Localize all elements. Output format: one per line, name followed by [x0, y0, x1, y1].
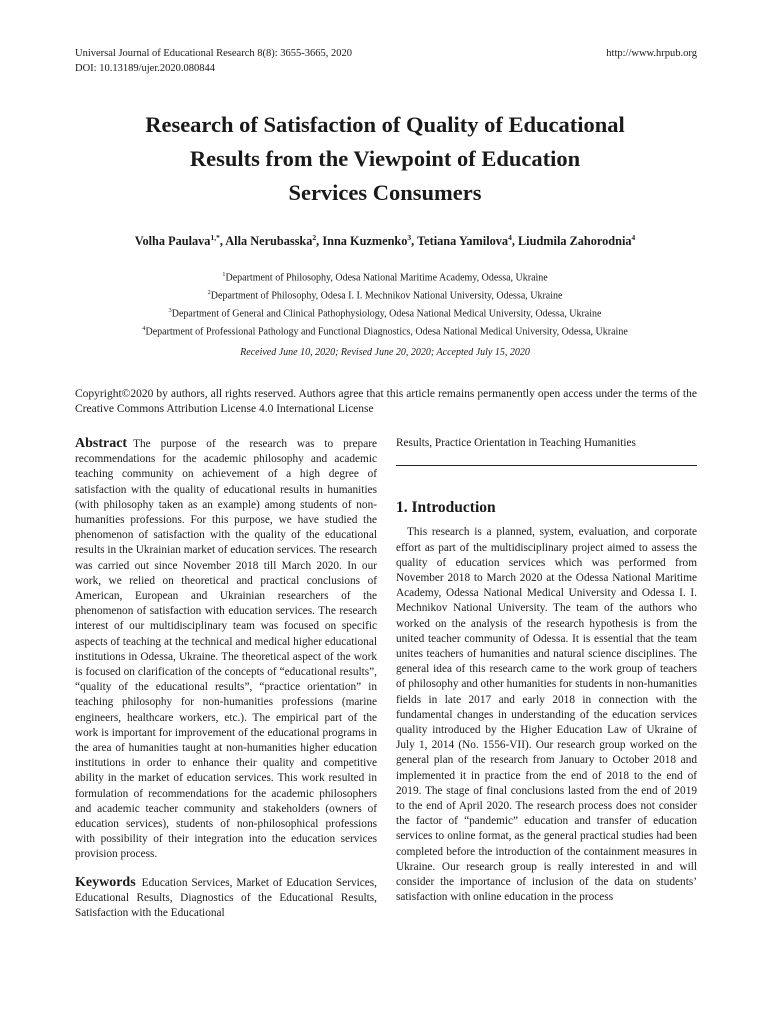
abstract: [75, 436, 377, 863]
doi[interactable]: DOI: 10.13189/ujer.2020.080844: [75, 63, 215, 74]
section-divider: [396, 465, 697, 466]
abstract-label: Abstract: [75, 436, 128, 451]
affiliation-mark: 4: [142, 324, 146, 332]
author-list: Volha Paulava$^{1,*}$, Alla Nerubasska$^2$, Inna Kuzmenko$^3$, Tetiana Yamilova$^4$, Liudmila Zahorodnia$^4$: [134, 233, 636, 249]
right-column: [396, 436, 697, 905]
author-affiliation-mark: 2: [312, 233, 317, 242]
paper-title: [60, 108, 710, 210]
publisher-url[interactable]: http://www.hrpub.org: [606, 48, 697, 59]
affiliation: [40, 322, 730, 340]
copyright-notice: Copyright©2020 by authors, all rights reserved. Authors agree that this article remains permanently open access under the terms of the Creative Commons Attribution License 4.0 International License: [75, 388, 697, 415]
keywords-text: Education Services, Market of Education Services, Educational Results, Diagnostics of the Educational Results, Satisfaction with the Educational: [75, 876, 377, 920]
title-line: Services Consumers: [288, 180, 482, 205]
author-name: Tetiana Yamilova: [417, 234, 509, 249]
title-line: Results from the Viewpoint of Education: [189, 146, 581, 171]
affiliation: [40, 304, 730, 322]
author-name: Volha Paulava: [134, 234, 211, 249]
affiliation: [40, 268, 730, 286]
author-name: Inna Kuzmenko: [322, 234, 408, 249]
introduction-text: This research is a planned, system, evaluation, and corporate effort as part of the multidisciplinary project aimed to assess the quality of education services which was performed from November 2018 to March 2020 at the Odessa National Maritime Academy, Odessa National Medical University and Odessa I. I. Mechnikov National University. The team of the authors who worked on the analysis of the research hypothesis is from the united teacher community of Odessa. It is essential that the team unites teachers of humanities and natural science disciplines. The general idea of this research came to the work group of teachers of philosophy and other humanities for students in non-humanities fields in late 2017 and early 2018 in connection with the fundamental changes in understanding of the education services quality introduced by the Higher Education Law of Ukraine of July 1, 2014 (No. 1556-VII). Our research group worked on the general plan of the research from January to October 2018 and implemented it in practice from the end of 2018 to the end of 2019. The stage of final conclusions lasted from the end of 2019 to the end of April 2020. The research process does not consider the factor of “pandemic” education and transfer of education services to online format, as the general practical studies had been completed before the introduction of the containment measures in Ukraine. Our research group is really interested in and will consider the importance of inclusion of the data on students’ satisfaction with online education in the process: [396, 526, 697, 904]
affiliation-text: Department of Philosophy, Odesa National Maritime Academy, Odessa, Ukraine: [225, 272, 548, 284]
keywords-continuation: Results, Practice Orientation in Teaching Humanities: [396, 437, 636, 449]
keywords-label: Keywords: [75, 874, 136, 890]
author-affiliation-mark: 4: [631, 233, 636, 242]
affiliation-text: Department of General and Clinical Pathophysiology, Odesa National Medical University, Odessa, Ukraine: [171, 308, 602, 320]
affiliation-text: Department of Professional Pathology and Functional Diagnostics, Odesa National Medical University, Odessa, Ukraine: [145, 326, 628, 338]
author-name: Alla Nerubasska: [225, 234, 313, 249]
affiliation-mark: 3: [168, 306, 172, 314]
author-name: Liudmila Zahorodnia: [517, 234, 632, 249]
submission-dates: Received June 10, 2020; Revised June 20, 2020; Accepted July 15, 2020: [240, 347, 530, 358]
keywords: [75, 875, 377, 922]
running-header: [75, 46, 697, 76]
affiliation-list: [40, 268, 730, 340]
affiliation-mark: 2: [207, 288, 211, 296]
affiliation-mark: 1: [222, 271, 226, 278]
title-line: Research of Satisfaction of Quality of Educational: [145, 112, 625, 137]
affiliation-text: Department of Philosophy, Odesa I. I. Mechnikov National University, Odessa, Ukraine: [210, 290, 563, 302]
author-affiliation-mark: 4: [508, 233, 512, 242]
affiliation: [40, 286, 730, 304]
left-column: [75, 436, 377, 921]
author-affiliation-mark: 1,*: [210, 233, 220, 242]
author-affiliation-mark: 3: [407, 233, 412, 242]
abstract-text: The purpose of the research was to prepare recommendations for the academic philosophy and academic teaching community on achievement of a high degree of satisfaction with the quality of educational results in humanities (with philosophy taken as an example) among students of non-humanities professions. For this purpose, we have studied the phenomenon of satisfaction with the quality of the educational results in the Ukrainian market of education services. The research was carried out since November 2018 till March 2020. In our work, we relied on theoretical and practical conclusions of American, European and Ukrainian researchers of the phenomenon of satisfaction with education services. The research interest of our multidisciplinary team was focused on specific aspects of teaching at the technical and medical higher educational institutions in Odessa, Ukraine. The theoretical aspect of the work is focused on clarification of the concepts of “educational results”, “quality of the educational results”, “practice orientation” in teaching philosophy for non-humanities professions (marine engineers, healthcare workers, etc.). The empirical part of the work is important for improvement of the educational programs in the area of humanities taught at non-humanities higher education institutions in order to enhance their quality and competitive ability in the market of education services. This work resulted in formulation of recommendations for the academic philosophers and academic teacher community and stakeholders (owners of education services), students of non-philosophical professions with possibility of their integration into the education services provision process.: [75, 438, 377, 861]
section-heading-introduction: 1. Introduction: [396, 499, 496, 517]
journal-citation: Universal Journal of Educational Research 8(8): 3655-3665, 2020: [75, 48, 353, 59]
